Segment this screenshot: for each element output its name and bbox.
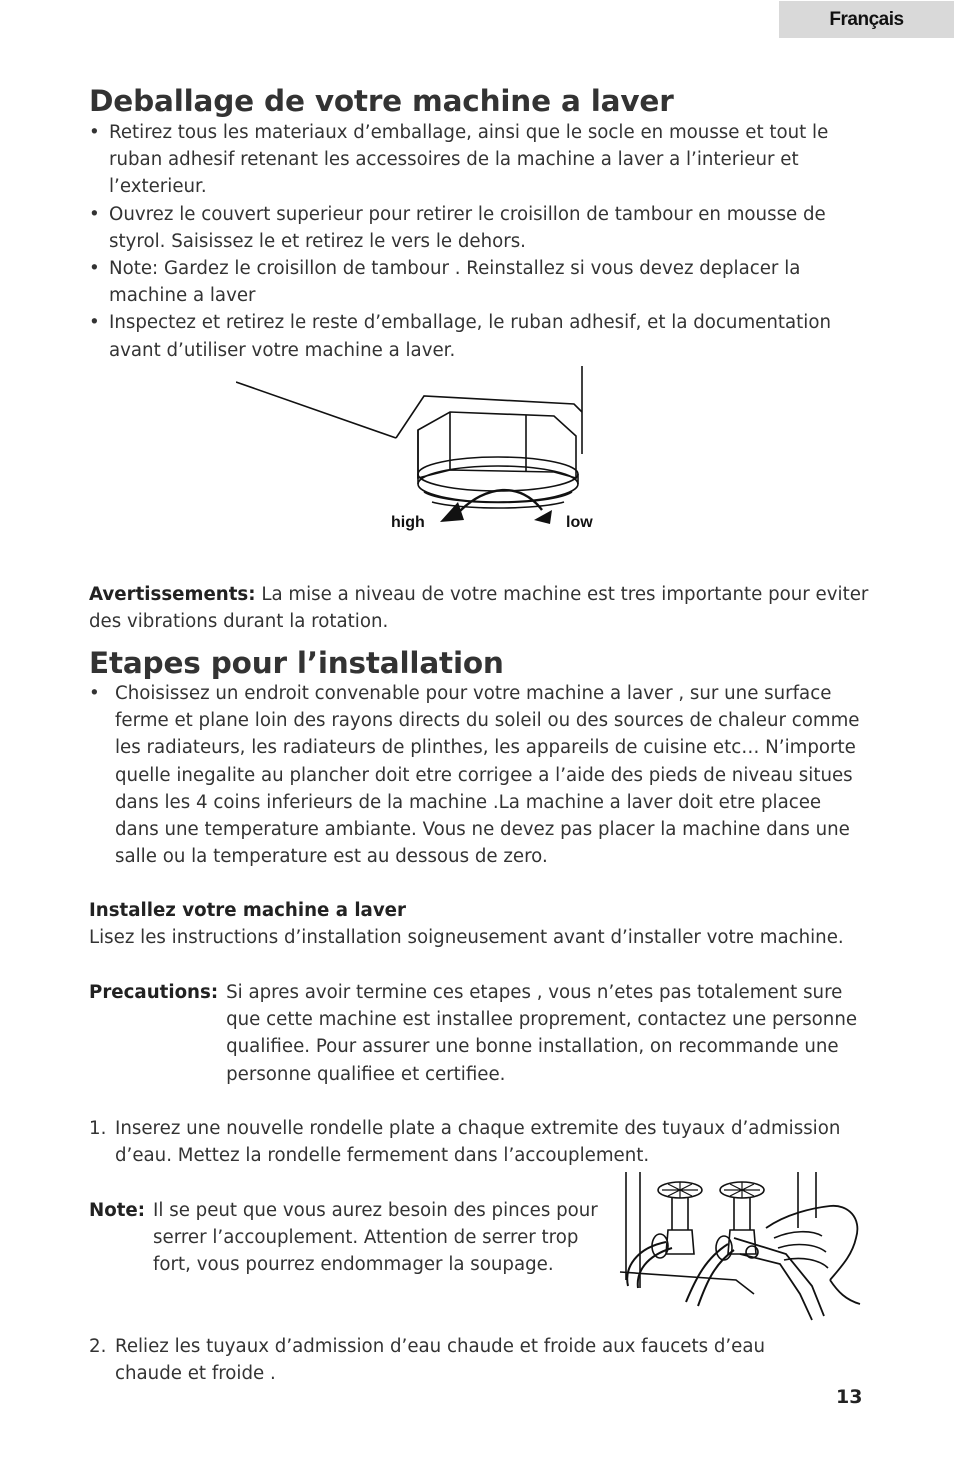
bullet-item: • Ouvrez le couvert superieur pour retirer le croisillon de tambour en mousse de styrol. Saisissez le et retirez le vers le dehors. [89,201,869,255]
step-number: 2. [89,1336,107,1357]
step-number: 1. [89,1118,107,1139]
step-2 [89,1333,809,1387]
warning-paragraph [89,581,869,635]
warning-text: La mise a niveau de votre machine est tres importante pour eviter des vibrations durant la rotation. [89,584,869,633]
section-title-installation: Etapes pour l’installation [89,646,504,680]
install-heading: Installez votre machine a laver [89,900,406,921]
label-high: high [391,514,425,531]
page-number: 13 [836,1386,863,1408]
step-item [89,1333,809,1387]
warning-label: Avertissements: [89,584,256,605]
bullet-item: • Note: Gardez le croisillon de tambour . Reinstallez si vous devez deplacer la machine a laver [89,255,869,309]
label-low: low [566,514,593,531]
step-text: Inserez une nouvelle rondelle plate a chaque extremite des tuyaux d’admission d’eau. Mettez la rondelle fermement dans l’accouplement. [115,1118,841,1167]
precautions-label: Precautions: [89,982,219,1003]
faucet-pliers-illustration [616,1168,866,1328]
note-label: Note: [89,1200,146,1221]
unpacking-bullets [89,119,869,364]
install-text: Lisez les instructions d’installation soigneusement avant d’installer votre machine. [89,927,844,949]
note-block [89,1197,599,1279]
bullet-item: • Retirez tous les materiaux d’emballage, ainsi que le socle en mousse et tout le ruban adhesif retenant les accessoires de la machine a laver a l’interieur et l’exterieur. [89,119,869,201]
note-text: Il se peut que vous aurez besoin des pinces pour serrer l’accouplement. Attention de serrer trop fort, vous pourrez endommager la soupage. [153,1200,598,1276]
installation-bullets [89,680,869,870]
step-item [89,1115,869,1169]
bullet-item: • Choisissez un endroit convenable pour votre machine a laver , sur une surface ferme et plane loin des rayons directs du soleil ou des sources de chaleur comme les radiateurs, les radiateurs de plinthes, les appareils de cuisine etc… N’importe quelle inegalite au plancher doit etre corrigee a l’aide des pieds de niveau situes dans les 4 coins inferieurs de la machine .La machine a laver doit etre placee dans une temperature ambiante. Vous ne devez pas placer la machine dans une salle ou la temperature est au dessous de zero. [89,680,869,870]
step-1 [89,1115,869,1169]
low-arrow-icon [534,510,552,524]
leveling-foot-illustration [236,360,608,540]
section-title-unpacking: Deballage de votre machine a laver [89,84,674,118]
language-tab: Français [779,1,954,38]
install-section [89,897,869,951]
step-text: Reliez les tuyaux d’admission d’eau chaude et froide aux faucets d’eau chaude et froide . [115,1336,766,1385]
precautions-text: Si apres avoir termine ces etapes , vous n’etes pas totalement sure que cette machine est installee proprement, contactez une personne qualifiee. Pour assurer une bonne installation, on recommande une personne qualifiee et certifiee. [226,982,858,1085]
precautions-block [89,979,869,1088]
bullet-item: • Inspectez et retirez le reste d’emballage, le ruban adhesif, et la documentation avant d’utiliser votre machine a laver. [89,309,869,363]
